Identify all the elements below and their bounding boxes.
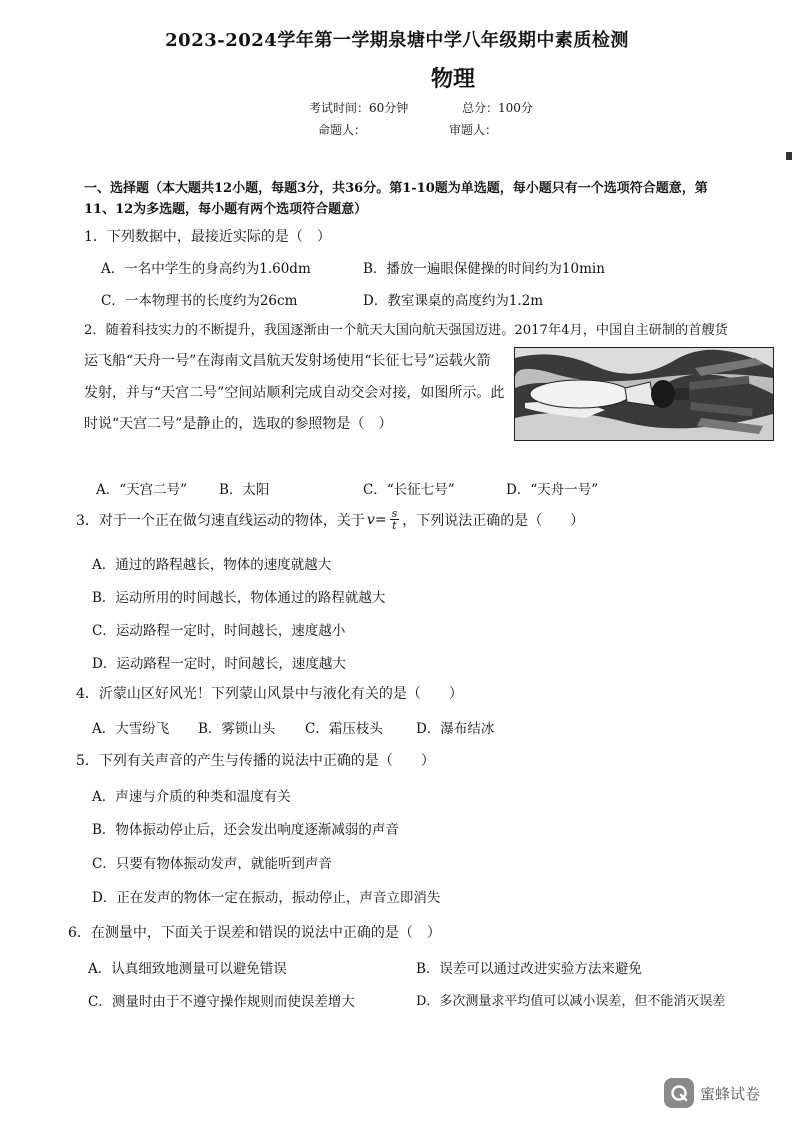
question-2-option-d: D．“天舟一号”: [506, 482, 599, 498]
watermark-text: 蜜蜂试卷: [700, 1084, 761, 1103]
question-4-option-d: D．瀑布结冰: [416, 721, 495, 737]
reviewer-label: 审题人：: [449, 123, 498, 137]
formula-v: v: [366, 511, 375, 528]
question-1-option-a: A．一名中学生的身高约为1.60dm: [101, 261, 311, 277]
formula-numerator: s: [391, 507, 398, 520]
question-3-option-a: A．通过的路程越长，物体的速度就越大: [92, 557, 332, 573]
question-4-option-a: A．大雪纷飞: [92, 721, 170, 737]
question-2-stem-line2: 运飞船“天舟一号”在海南文昌航天发射场使用“长征七号”运载火箭: [84, 353, 491, 369]
formula-fraction: [390, 508, 400, 531]
question-4-option-c: C．霜压枝头: [305, 721, 383, 737]
question-3-stem-prefix: 3．对于一个正在做匀速直线运动的物体，关于: [76, 512, 365, 529]
question-5-option-a: A．声速与介质的种类和温度有关: [92, 789, 291, 805]
scan-edge-mark: [786, 152, 792, 160]
question-2-option-a: A．“天宫二号”: [96, 482, 188, 498]
bee-logo-icon: [664, 1078, 694, 1108]
question-3-stem: [76, 508, 584, 531]
question-6-option-d: D．多次测量求平均值可以减小误差，但不能消灭误差: [416, 994, 726, 1009]
question-2-option-c: C．“长征七号”: [363, 482, 455, 498]
question-6-stem: 6．在测量中，下面关于误差和错误的说法中正确的是（ ）: [68, 925, 441, 941]
question-3-option-c: C．运动路程一定时，时间越长，速度越小: [92, 623, 346, 639]
question-2-stem-line4: 时说“天宫二号”是静止的，选取的参照物是（ ）: [84, 416, 393, 432]
author-label: 命题人：: [318, 123, 367, 137]
question-5-option-c: C．只要有物体振动发声，就能听到声音: [92, 856, 332, 872]
section-heading-line2: 11、12为多选题，每小题有两个选项符合题意）: [84, 202, 368, 217]
question-1-stem: 1．下列数据中，最接近实际的是（ ）: [84, 229, 331, 245]
section-heading-line1: 一、选择题（本大题共12小题，每题3分，共36分。第1-10题为单选题，每小题只有一个选项符合题意，第: [84, 181, 708, 196]
question-2-option-b: B．太阳: [219, 482, 270, 498]
question-2-stem-line1: 2．随着科技实力的不断提升，我国逐渐由一个航天大国向航天强国迈进。2017年4月，中国自主研制的首艘货: [84, 323, 728, 338]
formula-denominator: t: [392, 519, 397, 532]
question-4-stem: 4．沂蒙山区好风光！下列蒙山风景中与液化有关的是（ ）: [76, 686, 463, 702]
question-5-option-b: B．物体振动停止后，还会发出响度逐渐减弱的声音: [92, 822, 399, 838]
question-3-stem-suffix: ，下列说法正确的是（ ）: [402, 512, 585, 529]
spacecraft-docking-photo: [514, 347, 774, 441]
exam-title: 2023-2024学年第一学期泉塘中学八年级期中素质检测: [165, 30, 629, 51]
question-6-option-a: A．认真细致地测量可以避免错误: [88, 961, 287, 977]
question-1-option-c: C．一本物理书的长度约为26cm: [101, 293, 298, 309]
question-2-stem-line3: 发射，并与“天宫二号”空间站顺利完成自动交会对接，如图所示。此: [84, 385, 505, 401]
watermark: [664, 1078, 760, 1108]
exam-time: 考试时间：60分钟: [309, 101, 409, 115]
formula-equals: =: [374, 511, 387, 528]
total-score: 总分：100分: [462, 101, 533, 115]
question-3-option-d: D．运动路程一定时，时间越长，速度越大: [92, 656, 346, 672]
question-5-stem: 5．下列有关声音的产生与传播的说法中正确的是（ ）: [76, 753, 435, 769]
question-6-option-b: B．误差可以通过改进实验方法来避免: [416, 961, 642, 977]
question-6-option-c: C．测量时由于不遵守操作规则而使误差增大: [88, 994, 355, 1010]
subject-title: 物理: [430, 66, 475, 92]
question-1-option-d: D．教室课桌的高度约为1.2m: [363, 293, 544, 309]
question-5-option-d: D．正在发声的物体一定在振动，振动停止，声音立即消失: [92, 890, 441, 906]
question-3-option-b: B．运动所用的时间越长，物体通过的路程就越大: [92, 590, 386, 606]
question-1-option-b: B．播放一遍眼保健操的时间约为10min: [363, 261, 605, 277]
question-4-option-b: B．雾锁山头: [198, 721, 276, 737]
